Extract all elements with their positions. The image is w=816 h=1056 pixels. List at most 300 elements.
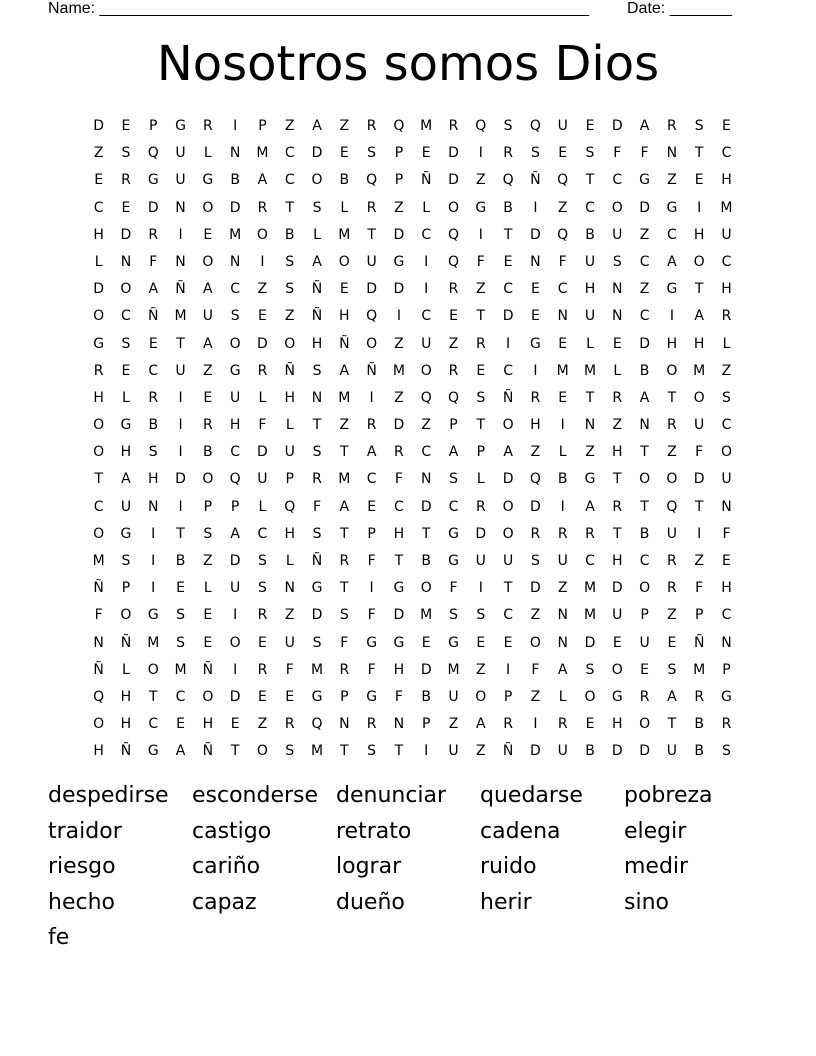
grid-letter: Z: [667, 444, 677, 461]
grid-letter: T: [613, 525, 622, 542]
grid-letter: D: [257, 335, 268, 352]
grid-letter: D: [366, 281, 377, 298]
word-bank-item: capaz: [192, 889, 257, 915]
word-bank-item: traidor: [48, 818, 122, 844]
grid-letter: E: [558, 389, 568, 406]
grid-letter: A: [203, 335, 213, 352]
grid-letter: A: [639, 389, 650, 406]
grid-letter: C: [557, 281, 568, 298]
grid-letter: Q: [420, 389, 432, 406]
grid-letter: U: [175, 362, 186, 379]
grid-letter: E: [258, 634, 267, 651]
grid-letter: O: [93, 308, 105, 325]
grid-letter: H: [339, 308, 350, 325]
grid-letter: H: [612, 444, 623, 461]
grid-letter: L: [476, 471, 485, 488]
grid-letter: R: [284, 716, 295, 733]
grid-letter: Ñ: [120, 743, 132, 760]
grid-letter: U: [284, 634, 295, 651]
grid-letter: S: [203, 525, 213, 542]
grid-letter: O: [202, 471, 214, 488]
grid-letter: I: [697, 199, 702, 216]
grid-letter: Z: [284, 118, 295, 134]
grid-letter: A: [230, 525, 240, 542]
grid-letter: C: [503, 281, 513, 298]
grid-letter: I: [533, 199, 538, 216]
grid-letter: F: [367, 661, 376, 678]
grid-letter: C: [721, 607, 732, 624]
grid-letter: A: [503, 444, 513, 461]
grid-letter: N: [229, 145, 241, 162]
grid-letter: E: [176, 716, 185, 733]
word-bank-item: esconderse: [192, 783, 319, 808]
grid-letter: O: [502, 525, 514, 542]
grid-letter: O: [639, 580, 651, 597]
grid-letter: S: [312, 634, 322, 651]
grid-letter: S: [722, 743, 731, 760]
grid-letter: R: [202, 118, 213, 134]
grid-letter: T: [640, 444, 649, 461]
grid-letter: Q: [229, 471, 241, 488]
word-bank-item: hecho: [48, 889, 115, 915]
grid-letter: O: [93, 417, 105, 434]
grid-letter: I: [233, 118, 238, 134]
grid-letter: S: [476, 607, 486, 624]
grid-letter: Z: [394, 199, 404, 216]
grid-letter: E: [203, 634, 213, 651]
grid-letter: C: [639, 253, 650, 270]
grid-letter: M: [583, 607, 597, 624]
grid-letter: T: [503, 580, 513, 597]
grid-letter: M: [556, 362, 569, 379]
grid-letter: O: [584, 688, 596, 705]
grid-letter: Z: [667, 172, 677, 189]
grid-letter: C: [639, 553, 650, 569]
grid-letter: E: [503, 634, 513, 651]
grid-letter: S: [339, 607, 349, 624]
grid-letter: E: [203, 226, 213, 243]
grid-letter: H: [284, 525, 295, 542]
grid-letter: D: [639, 743, 650, 760]
grid-letter: C: [721, 253, 732, 270]
grid-letter: H: [147, 471, 159, 488]
grid-letter: Z: [448, 335, 459, 352]
grid-letter: O: [611, 199, 623, 216]
grid-letter: N: [721, 634, 732, 651]
grid-letter: I: [533, 716, 538, 733]
grid-letter: R: [339, 661, 350, 678]
grid-letter: E: [640, 661, 650, 678]
grid-letter: S: [612, 253, 622, 270]
grid-letter: M: [310, 661, 324, 678]
grid-letter: F: [312, 498, 322, 515]
grid-letter: O: [693, 389, 705, 406]
grid-letter: I: [697, 525, 702, 542]
grid-letter: F: [695, 580, 704, 597]
grid-letter: F: [695, 444, 704, 461]
grid-letter: I: [478, 226, 483, 243]
grid-letter: Ñ: [93, 580, 104, 597]
grid-letter: T: [585, 389, 595, 406]
grid-letter: U: [612, 607, 623, 624]
grid-letter: Z: [667, 607, 677, 624]
grid-letter: E: [367, 498, 377, 515]
grid-letter: U: [557, 743, 568, 760]
grid-letter: C: [93, 498, 104, 515]
grid-letter: D: [420, 498, 432, 515]
grid-letter: T: [367, 226, 376, 243]
word-bank-item: cariño: [192, 854, 261, 880]
grid-letter: H: [120, 444, 132, 461]
grid-letter: H: [202, 716, 214, 733]
grid-letter: F: [449, 580, 458, 597]
grid-letter: T: [667, 389, 677, 406]
grid-letter: I: [151, 580, 156, 597]
grid-letter: B: [175, 553, 186, 569]
grid-letter: M: [693, 362, 706, 379]
grid-letter: Z: [530, 688, 541, 705]
word-bank-item: lograr: [336, 854, 402, 880]
grid-letter: D: [530, 743, 541, 760]
grid-letter: Ñ: [93, 661, 104, 678]
grid-letter: R: [557, 525, 568, 542]
grid-letter: T: [394, 743, 404, 760]
grid-letter: O: [693, 253, 705, 270]
grid-letter: F: [394, 688, 403, 705]
grid-letter: Ñ: [311, 281, 323, 298]
grid-letter: G: [448, 553, 459, 569]
grid-letter: Q: [93, 688, 105, 705]
grid-letter: I: [151, 525, 156, 542]
grid-letter: S: [176, 634, 185, 651]
grid-letter: H: [530, 417, 541, 434]
grid-letter: A: [175, 743, 186, 760]
grid-letter: E: [530, 308, 540, 325]
grid-letter: D: [611, 118, 623, 134]
grid-letter: R: [366, 716, 377, 733]
grid-letter: U: [257, 471, 268, 488]
grid-letter: Ñ: [420, 172, 432, 189]
grid-letter: N: [721, 498, 732, 515]
grid-letter: E: [722, 553, 731, 569]
grid-letter: D: [393, 607, 405, 624]
grid-letter: I: [669, 308, 674, 325]
grid-letter: F: [722, 525, 731, 542]
grid-letter: T: [94, 471, 103, 488]
grid-letter: U: [584, 308, 596, 325]
grid-letter: R: [475, 335, 486, 352]
grid-letter: U: [639, 634, 650, 651]
grid-letter: Z: [612, 417, 623, 434]
grid-letter: S: [449, 471, 458, 488]
grid-letter: I: [178, 226, 183, 243]
grid-letter: R: [694, 688, 705, 705]
grid-letter: G: [475, 199, 487, 216]
grid-letter: G: [584, 471, 596, 488]
grid-letter: P: [394, 172, 404, 189]
grid-letter: O: [93, 716, 105, 733]
grid-letter: S: [722, 389, 731, 406]
grid-letter: M: [256, 145, 269, 162]
grid-letter: O: [338, 253, 350, 270]
grid-letter: Z: [284, 607, 295, 624]
header-line: [48, 0, 748, 20]
grid-letter: U: [230, 580, 241, 597]
grid-letter: S: [121, 553, 131, 569]
grid-letter: S: [530, 553, 540, 569]
grid-letter: F: [340, 634, 349, 651]
grid-letter: C: [503, 607, 513, 624]
grid-letter: O: [720, 444, 732, 461]
grid-letter: E: [667, 634, 677, 651]
grid-letter: S: [257, 580, 267, 597]
grid-letter: I: [151, 553, 156, 569]
grid-letter: T: [340, 743, 349, 760]
grid-letter: U: [120, 498, 132, 515]
grid-letter: T: [694, 281, 704, 298]
grid-letter: Ñ: [202, 743, 214, 760]
grid-letter: G: [147, 172, 159, 189]
grid-letter: O: [284, 335, 296, 352]
grid-letter: D: [475, 525, 487, 542]
grid-letter: H: [612, 553, 623, 569]
grid-letter: U: [584, 253, 596, 270]
grid-letter: R: [257, 362, 268, 379]
grid-letter: C: [721, 145, 732, 162]
grid-letter: U: [448, 688, 459, 705]
grid-letter: U: [175, 145, 186, 162]
grid-letter: U: [666, 743, 677, 760]
grid-letter: T: [476, 417, 486, 434]
grid-letter: U: [694, 417, 705, 434]
grid-letter: I: [478, 145, 483, 162]
grid-letter: M: [583, 362, 597, 379]
grid-letter: L: [258, 389, 267, 406]
grid-letter: S: [312, 525, 322, 542]
grid-letter: E: [476, 634, 486, 651]
grid-letter: G: [229, 362, 241, 379]
grid-letter: U: [421, 335, 432, 352]
grid-letter: O: [666, 362, 678, 379]
grid-letter: N: [339, 716, 350, 733]
grid-letter: N: [393, 716, 405, 733]
grid-letter: P: [503, 688, 513, 705]
grid-letter: R: [448, 118, 459, 134]
grid-letter: Ñ: [530, 172, 541, 189]
grid-letter: C: [421, 226, 432, 243]
grid-letter: H: [120, 688, 132, 705]
grid-letter: A: [667, 688, 677, 705]
grid-letter: Z: [257, 716, 268, 733]
grid-letter: L: [203, 145, 212, 162]
grid-letter: N: [120, 253, 132, 270]
grid-letter: O: [229, 634, 241, 651]
grid-letter: L: [722, 335, 731, 352]
grid-letter: S: [367, 145, 377, 162]
grid-letter: R: [93, 362, 104, 379]
grid-letter: O: [475, 688, 487, 705]
grid-letter: S: [312, 199, 322, 216]
word-bank-item: sino: [624, 889, 669, 915]
grid-letter: M: [338, 389, 351, 406]
grid-letter: E: [612, 634, 622, 651]
grid-letter: M: [720, 199, 733, 216]
grid-letter: O: [202, 199, 214, 216]
grid-letter: P: [476, 444, 486, 461]
grid-letter: I: [506, 335, 511, 352]
grid-letter: O: [366, 335, 378, 352]
grid-letter: P: [449, 417, 458, 434]
grid-letter: G: [393, 580, 405, 597]
grid-letter: R: [475, 498, 486, 515]
grid-letter: U: [475, 553, 486, 569]
grid-letter: S: [312, 362, 322, 379]
grid-letter: H: [284, 389, 295, 406]
grid-letter: O: [420, 580, 432, 597]
grid-letter: R: [257, 661, 268, 678]
grid-letter: A: [257, 172, 268, 189]
grid-letter: R: [667, 417, 677, 434]
grid-letter: T: [585, 172, 595, 189]
grid-letter: Z: [639, 281, 650, 298]
grid-letter: H: [229, 417, 241, 434]
grid-letter: Z: [557, 199, 568, 216]
grid-letter: Z: [284, 308, 295, 325]
grid-letter: H: [693, 226, 705, 243]
grid-letter: S: [694, 118, 704, 134]
grid-letter: Z: [721, 362, 732, 379]
grid-letter: G: [666, 199, 678, 216]
grid-letter: R: [448, 281, 459, 298]
grid-letter: S: [230, 308, 240, 325]
grid-letter: G: [448, 634, 459, 651]
grid-letter: C: [721, 417, 732, 434]
grid-letter: D: [257, 444, 268, 461]
grid-letter: A: [694, 308, 704, 325]
grid-letter: S: [285, 253, 295, 270]
grid-letter: H: [666, 335, 678, 352]
grid-letter: C: [284, 145, 295, 162]
grid-letter: O: [311, 172, 323, 189]
grid-letter: A: [667, 253, 677, 270]
grid-letter: Q: [529, 118, 541, 134]
grid-letter: S: [285, 743, 295, 760]
grid-letter: D: [393, 417, 405, 434]
grid-letter: C: [148, 362, 159, 379]
grid-letter: H: [311, 335, 323, 352]
grid-letter: F: [394, 471, 403, 488]
word-bank-item: ruido: [480, 854, 537, 880]
grid-letter: H: [393, 525, 405, 542]
grid-letter: R: [557, 716, 568, 733]
grid-letter: O: [229, 335, 241, 352]
grid-letter: D: [175, 471, 186, 488]
grid-letter: R: [667, 118, 677, 134]
grid-letter: I: [424, 743, 429, 760]
grid-letter: L: [586, 335, 594, 352]
grid-letter: C: [612, 172, 623, 189]
grid-letter: H: [93, 389, 104, 406]
grid-letter: B: [639, 525, 650, 542]
grid-letter: B: [284, 226, 295, 243]
grid-letter: R: [612, 498, 623, 515]
grid-letter: P: [421, 716, 431, 733]
grid-letter: F: [367, 607, 376, 624]
grid-letter: A: [203, 281, 213, 298]
word-bank-item: quedarse: [480, 783, 583, 808]
grid-letter: D: [229, 553, 241, 569]
grid-letter: M: [693, 661, 706, 678]
grid-letter: A: [121, 471, 131, 488]
grid-letter: N: [229, 253, 241, 270]
grid-letter: L: [203, 580, 212, 597]
grid-letter: E: [148, 335, 158, 352]
grid-letter: U: [366, 253, 377, 270]
grid-letter: G: [639, 172, 651, 189]
grid-letter: E: [121, 118, 131, 134]
grid-letter: Ñ: [175, 281, 186, 298]
grid-letter: E: [94, 172, 104, 189]
grid-letter: M: [392, 362, 405, 379]
grid-letter: R: [121, 172, 131, 189]
grid-letter: C: [230, 281, 241, 298]
grid-letter: Z: [203, 553, 213, 569]
grid-letter: N: [584, 417, 596, 434]
grid-letter: E: [203, 389, 213, 406]
grid-letter: A: [148, 281, 159, 298]
grid-letter: H: [721, 281, 732, 298]
grid-letter: Q: [529, 471, 541, 488]
grid-letter: G: [366, 688, 378, 705]
grid-letter: C: [394, 498, 404, 515]
grid-letter: R: [366, 199, 377, 216]
grid-letter: S: [312, 444, 322, 461]
grid-letter: T: [421, 525, 431, 542]
grid-letter: Z: [530, 607, 541, 624]
grid-letter: R: [448, 362, 459, 379]
grid-letter: Q: [447, 389, 460, 406]
grid-letter: O: [447, 199, 460, 216]
grid-letter: T: [312, 417, 322, 434]
grid-letter: I: [369, 580, 374, 597]
grid-letter: E: [585, 716, 595, 733]
grid-letter: O: [420, 362, 432, 379]
grid-letter: D: [229, 199, 241, 216]
grid-letter: F: [558, 253, 567, 270]
grid-letter: U: [666, 525, 677, 542]
grid-letter: N: [530, 253, 541, 270]
grid-letter: U: [284, 444, 295, 461]
grid-letter: F: [476, 253, 485, 270]
grid-letter: O: [93, 444, 105, 461]
grid-letter: R: [667, 553, 677, 569]
grid-letter: I: [260, 253, 265, 270]
grid-letter: T: [476, 308, 486, 325]
grid-letter: Z: [476, 743, 486, 760]
grid-letter: D: [448, 172, 459, 189]
grid-letter: Ñ: [366, 362, 377, 379]
grid-letter: Q: [393, 118, 405, 134]
grid-letter: R: [530, 525, 541, 542]
grid-letter: Z: [639, 226, 650, 243]
grid-letter: D: [393, 226, 405, 243]
grid-letter: O: [120, 607, 132, 624]
grid-letter: H: [93, 743, 104, 760]
grid-letter: C: [585, 199, 595, 216]
grid-letter: Ñ: [502, 743, 514, 760]
grid-letter: H: [721, 580, 732, 597]
grid-letter: N: [557, 308, 568, 325]
